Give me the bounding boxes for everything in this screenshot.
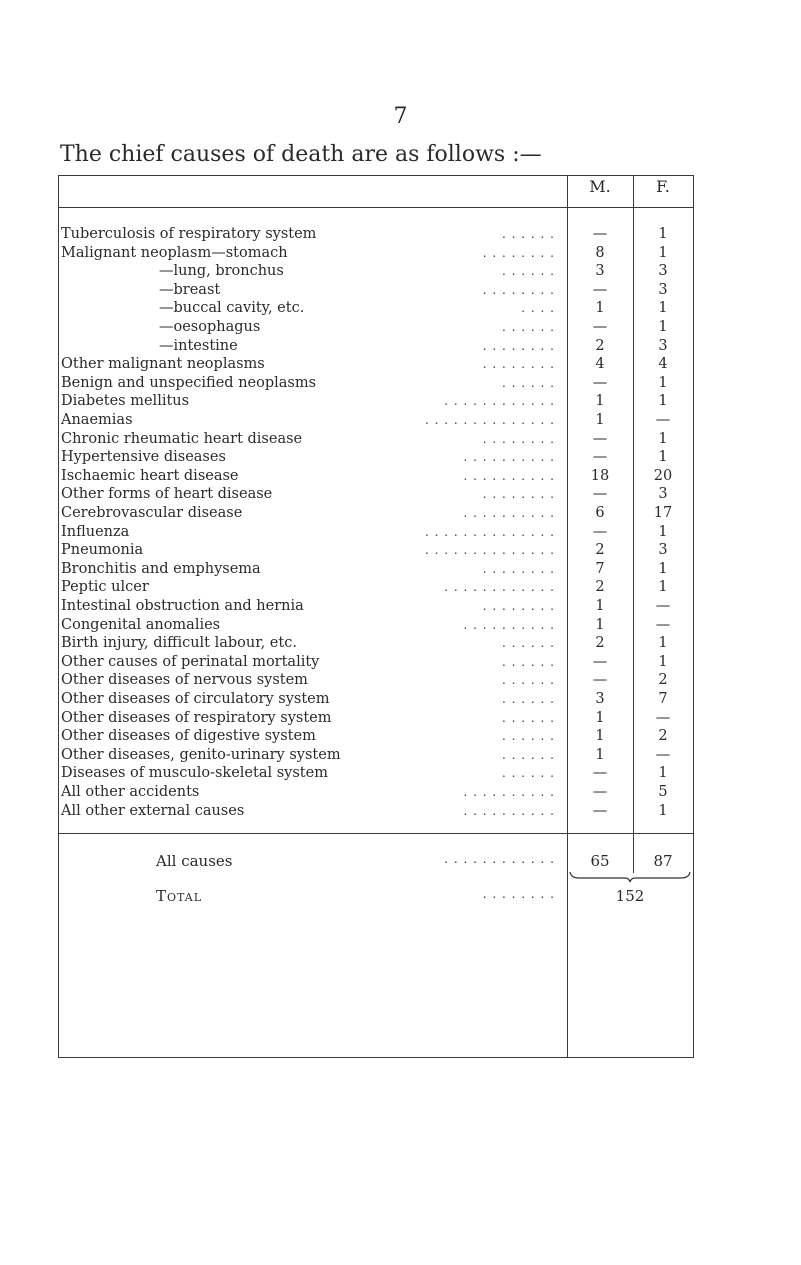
leader-dots: . . . . . . . . <box>482 561 555 576</box>
column-header-male: M. <box>589 177 611 196</box>
cause-label: Cerebrovascular disease <box>61 505 243 521</box>
female-count: 3 <box>658 281 668 298</box>
cause-label: —breast <box>159 281 221 298</box>
cause-label: Other diseases of circulatory system <box>61 691 330 707</box>
female-count: 17 <box>653 505 673 521</box>
leader-dots: . . . . . . <box>502 375 555 390</box>
female-count: 1 <box>658 523 668 540</box>
cause-label: Birth injury, difficult labour, etc. <box>61 635 297 652</box>
table-row <box>0 690 801 708</box>
header-rule <box>58 207 694 208</box>
male-count: — <box>592 281 608 298</box>
female-count: 7 <box>658 691 668 707</box>
cause-label: Other forms of heart disease <box>61 486 273 503</box>
male-count: 8 <box>595 244 605 261</box>
male-count: 2 <box>595 635 605 652</box>
male-count: — <box>592 486 608 503</box>
cause-label: Chronic rheumatic heart disease <box>61 430 303 447</box>
leader-dots: . . . . <box>521 301 555 316</box>
leader-dots: . . . . . . . . . . <box>463 785 555 799</box>
table-row <box>0 281 801 299</box>
leader-dots: . . . . . . <box>502 320 555 334</box>
cause-label: Diabetes mellitus <box>61 393 190 410</box>
table-row <box>0 355 801 373</box>
table-row <box>0 485 801 503</box>
male-count: — <box>592 653 608 670</box>
leader-dots: . . . . . . . . . . . . . . <box>425 524 555 539</box>
female-count: 3 <box>658 486 668 503</box>
leader-dots: . . . . . . . . <box>482 599 555 613</box>
cause-label: Hypertensive diseases <box>61 449 226 466</box>
male-count: 1 <box>595 746 605 763</box>
male-count: 1 <box>595 393 605 410</box>
all-causes-female: 87 <box>653 852 673 870</box>
male-count: 3 <box>595 263 605 280</box>
all-causes-leader-dots: . . . . . . . . . . . . <box>444 852 555 866</box>
female-count: 1 <box>658 635 668 652</box>
table-row <box>0 392 801 410</box>
cause-label: All other accidents <box>61 784 200 800</box>
table-row <box>0 299 801 317</box>
cause-label: Influenza <box>61 523 130 540</box>
total-leader-dots: . . . . . . . . <box>482 887 555 901</box>
male-count: — <box>592 374 608 391</box>
table-row <box>0 430 801 448</box>
female-count: 3 <box>658 542 668 559</box>
all-causes-row <box>0 852 801 872</box>
female-count: 1 <box>658 653 668 670</box>
table-row <box>0 764 801 782</box>
leader-dots: . . . . . . <box>502 747 555 762</box>
female-count: 1 <box>658 244 668 261</box>
female-count: 1 <box>658 802 668 819</box>
female-count: 1 <box>658 449 668 466</box>
female-count: 5 <box>658 784 668 800</box>
male-count: 3 <box>595 691 605 707</box>
male-count: 1 <box>595 616 605 633</box>
leader-dots: . . . . . . . . <box>482 487 555 502</box>
leader-dots: . . . . . . <box>502 729 555 744</box>
female-count: 1 <box>658 226 668 242</box>
cause-label: Malignant neoplasm—stomach <box>61 244 288 261</box>
table-row <box>0 541 801 559</box>
leader-dots: . . . . . . . . . . <box>463 617 555 632</box>
cause-label: Other malignant neoplasms <box>61 356 265 373</box>
leader-dots: . . . . . . <box>502 227 555 241</box>
table-row <box>0 578 801 596</box>
female-count: 1 <box>658 579 668 596</box>
leader-dots: . . . . . . . . . . <box>463 506 555 520</box>
female-count: — <box>655 709 671 726</box>
leader-dots: . . . . . . . . <box>482 357 555 372</box>
cause-label: Benign and unspecified neoplasms <box>61 374 317 391</box>
leader-dots: . . . . . . . . . . . . <box>444 394 555 409</box>
table-row <box>0 337 801 355</box>
cause-label: —lung, bronchus <box>159 263 284 280</box>
leader-dots: . . . . . . . . <box>482 282 555 297</box>
female-count: 1 <box>658 300 668 317</box>
cause-label: Bronchitis and emphysema <box>61 560 261 577</box>
table-bottom-border <box>58 1057 694 1058</box>
table-row <box>0 746 801 764</box>
total-brace <box>567 870 694 884</box>
cause-label: Intestinal obstruction and hernia <box>61 598 304 614</box>
leader-dots: . . . . . . . . <box>482 245 555 260</box>
leader-dots: . . . . . . <box>502 654 555 669</box>
leader-dots: . . . . . . . . <box>482 338 555 353</box>
leader-dots: . . . . . . <box>502 264 555 279</box>
male-count: 1 <box>595 728 605 745</box>
table-row <box>0 318 801 336</box>
cause-label: Other causes of perinatal mortality <box>61 653 320 670</box>
cause-label: Peptic ulcer <box>61 579 149 596</box>
table-row <box>0 597 801 615</box>
total-row <box>0 887 801 907</box>
cause-label: Tuberculosis of respiratory system <box>61 226 317 242</box>
leader-dots: . . . . . . . . . . . . . . <box>425 413 555 427</box>
table-row <box>0 374 801 392</box>
leader-dots: . . . . . . <box>502 692 555 706</box>
male-count: 1 <box>595 300 605 317</box>
cause-label: Ischaemic heart disease <box>61 467 239 484</box>
total-label: Total <box>156 887 203 905</box>
male-count: — <box>592 672 608 689</box>
table-row <box>0 467 801 485</box>
table-top-border <box>58 175 694 176</box>
table-row <box>0 225 801 243</box>
table-row <box>0 727 801 745</box>
table-row <box>0 709 801 727</box>
cause-label: Congenital anomalies <box>61 616 221 633</box>
total-value: 152 <box>615 887 645 905</box>
leader-dots: . . . . . . <box>502 766 555 781</box>
female-count: 1 <box>658 765 668 782</box>
female-count: — <box>655 746 671 763</box>
female-count: 4 <box>658 356 668 373</box>
table-row <box>0 653 801 671</box>
female-count: 3 <box>658 263 668 280</box>
cause-label: Diseases of musculo-skeletal system <box>61 765 328 782</box>
cause-label: —oesophagus <box>159 319 261 335</box>
male-count: 2 <box>595 337 605 354</box>
female-count: 2 <box>658 672 668 689</box>
all-causes-label: All causes <box>156 852 233 870</box>
male-count: 6 <box>595 505 605 521</box>
table-row <box>0 560 801 578</box>
cause-label: Other diseases, genito-urinary system <box>61 746 341 763</box>
male-count: — <box>592 784 608 800</box>
all-causes-male: 65 <box>590 852 610 870</box>
male-count: — <box>592 430 608 447</box>
male-count: 18 <box>590 467 610 484</box>
male-count: — <box>592 449 608 466</box>
female-count: 1 <box>658 319 668 335</box>
female-count: 1 <box>658 560 668 577</box>
table-row <box>0 448 801 466</box>
male-count: — <box>592 802 608 819</box>
page-heading: The chief causes of death are as follows :— <box>60 142 542 167</box>
female-count: 3 <box>658 337 668 354</box>
male-count: 7 <box>595 560 605 577</box>
male-count: — <box>592 226 608 242</box>
leader-dots: . . . . . . <box>502 636 555 651</box>
leader-dots: . . . . . . . . . . <box>463 803 555 818</box>
table-row <box>0 671 801 689</box>
female-count: 1 <box>658 374 668 391</box>
table-row <box>0 634 801 652</box>
female-count: 20 <box>653 467 673 484</box>
male-count: 2 <box>595 579 605 596</box>
table-row <box>0 783 801 801</box>
table-row <box>0 802 801 820</box>
leader-dots: . . . . . . . . . . <box>463 450 555 465</box>
male-count: 1 <box>595 412 605 428</box>
cause-label: All other external causes <box>61 802 245 819</box>
male-count: 1 <box>595 709 605 726</box>
male-count: 2 <box>595 542 605 559</box>
male-count: — <box>592 319 608 335</box>
cause-label: Anaemias <box>61 412 133 428</box>
table-row <box>0 244 801 262</box>
leader-dots: . . . . . . . . . . <box>463 468 555 483</box>
table-row <box>0 262 801 280</box>
leader-dots: . . . . . . . . . . . . . . <box>425 543 555 558</box>
cause-label: Pneumonia <box>61 542 144 559</box>
female-count: 1 <box>658 393 668 410</box>
table-row <box>0 411 801 429</box>
cause-label: —buccal cavity, etc. <box>159 300 305 317</box>
female-count: 2 <box>658 728 668 745</box>
page-number: 7 <box>393 104 408 129</box>
female-count: — <box>655 412 671 428</box>
totals-rule <box>58 833 694 834</box>
table-row <box>0 504 801 522</box>
female-count: — <box>655 598 671 614</box>
cause-label: Other diseases of nervous system <box>61 672 308 689</box>
cause-label: Other diseases of digestive system <box>61 728 316 745</box>
female-count: 1 <box>658 430 668 447</box>
male-count: — <box>592 765 608 782</box>
leader-dots: . . . . . . . . . . . . <box>444 580 555 595</box>
cause-label: Other diseases of respiratory system <box>61 709 332 726</box>
male-count: 1 <box>595 598 605 614</box>
male-count: — <box>592 523 608 540</box>
female-count: — <box>655 616 671 633</box>
table-row <box>0 616 801 634</box>
cause-label: —intestine <box>159 337 238 354</box>
male-count: 4 <box>595 356 605 373</box>
leader-dots: . . . . . . <box>502 673 555 688</box>
leader-dots: . . . . . . <box>502 710 555 725</box>
column-header-female: F. <box>656 177 670 196</box>
leader-dots: . . . . . . . . <box>482 431 555 446</box>
table-row <box>0 523 801 541</box>
